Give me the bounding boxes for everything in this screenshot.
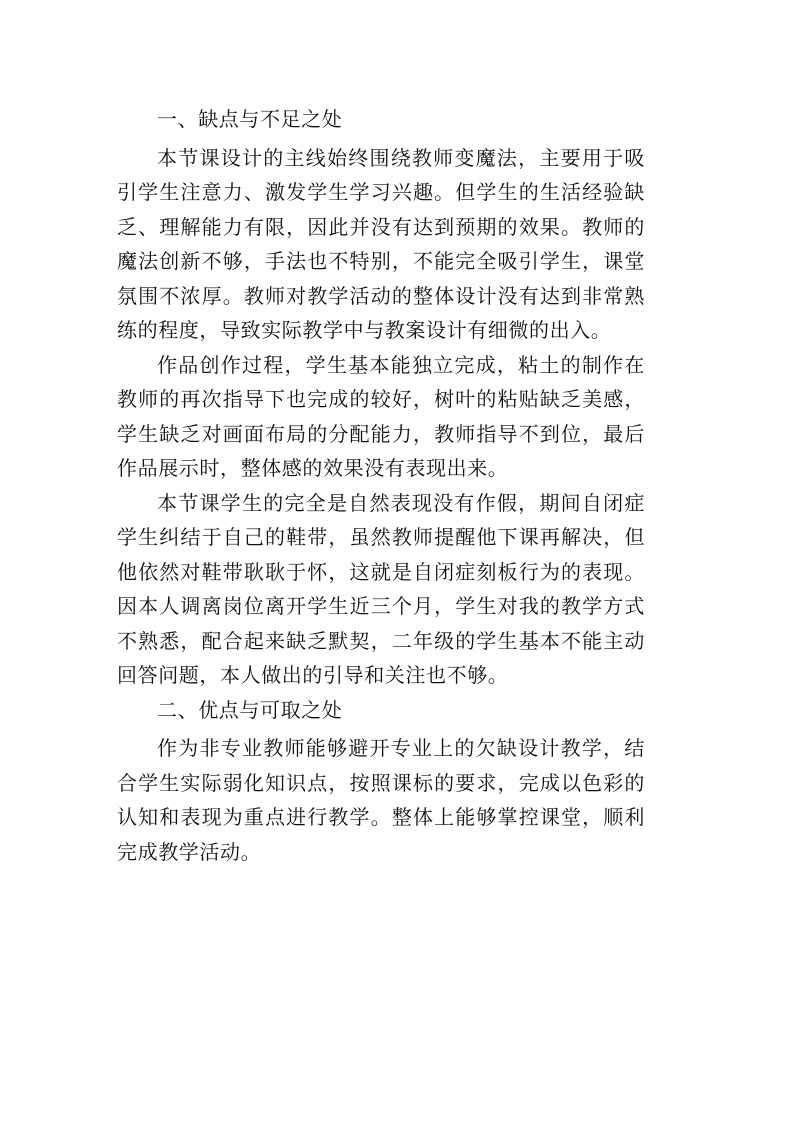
- paragraph-shortcomings-2: 作品创作过程，学生基本能独立完成，粘土的制作在教师的再次指导下也完成的较好，树叶的粘贴缺乏美感，学生缺乏对画面布局的分配能力，教师指导不到位，最后作品展示时，整体感的效果没有表现出来。: [117, 352, 645, 480]
- paragraph-strengths-1: 作为非专业教师能够避开专业上的欠缺设计教学，结合学生实际弱化知识点，按照课标的要求，完成以色彩的认知和表现为重点进行教学。整体上能够掌控课堂，顺利完成教学活动。: [117, 736, 645, 864]
- document-body: [117, 102, 645, 869]
- paragraph-shortcomings-1: 本节课设计的主线始终围绕教师变魔法，主要用于吸引学生注意力、激发学生学习兴趣。但学生的生活经验缺乏、理解能力有限，因此并没有达到预期的效果。教师的魔法创新不够，手法也不特别，不能完全吸引学生，课堂氛围不浓厚。教师对教学活动的整体设计没有达到非常熟练的程度，导致实际教学中与教案设计有细微的出入。: [117, 145, 645, 342]
- section-heading-shortcomings: 一、缺点与不足之处: [157, 107, 343, 131]
- paragraph-shortcomings-3: 本节课学生的完全是自然表现没有作假，期间自闭症学生纠结于自己的鞋带，虽然教师提醒他下课再解决，但他依然对鞋带耿耿于怀，这就是自闭症刻板行为的表现。因本人调离岗位离开学生近三个月，学生对我的教学方式不熟悉，配合起来缺乏默契，二年级的学生基本不能主动回答问题，本人做出的引导和关注也不够。: [117, 490, 645, 687]
- section-heading-strengths: 二、优点与可取之处: [157, 697, 343, 722]
